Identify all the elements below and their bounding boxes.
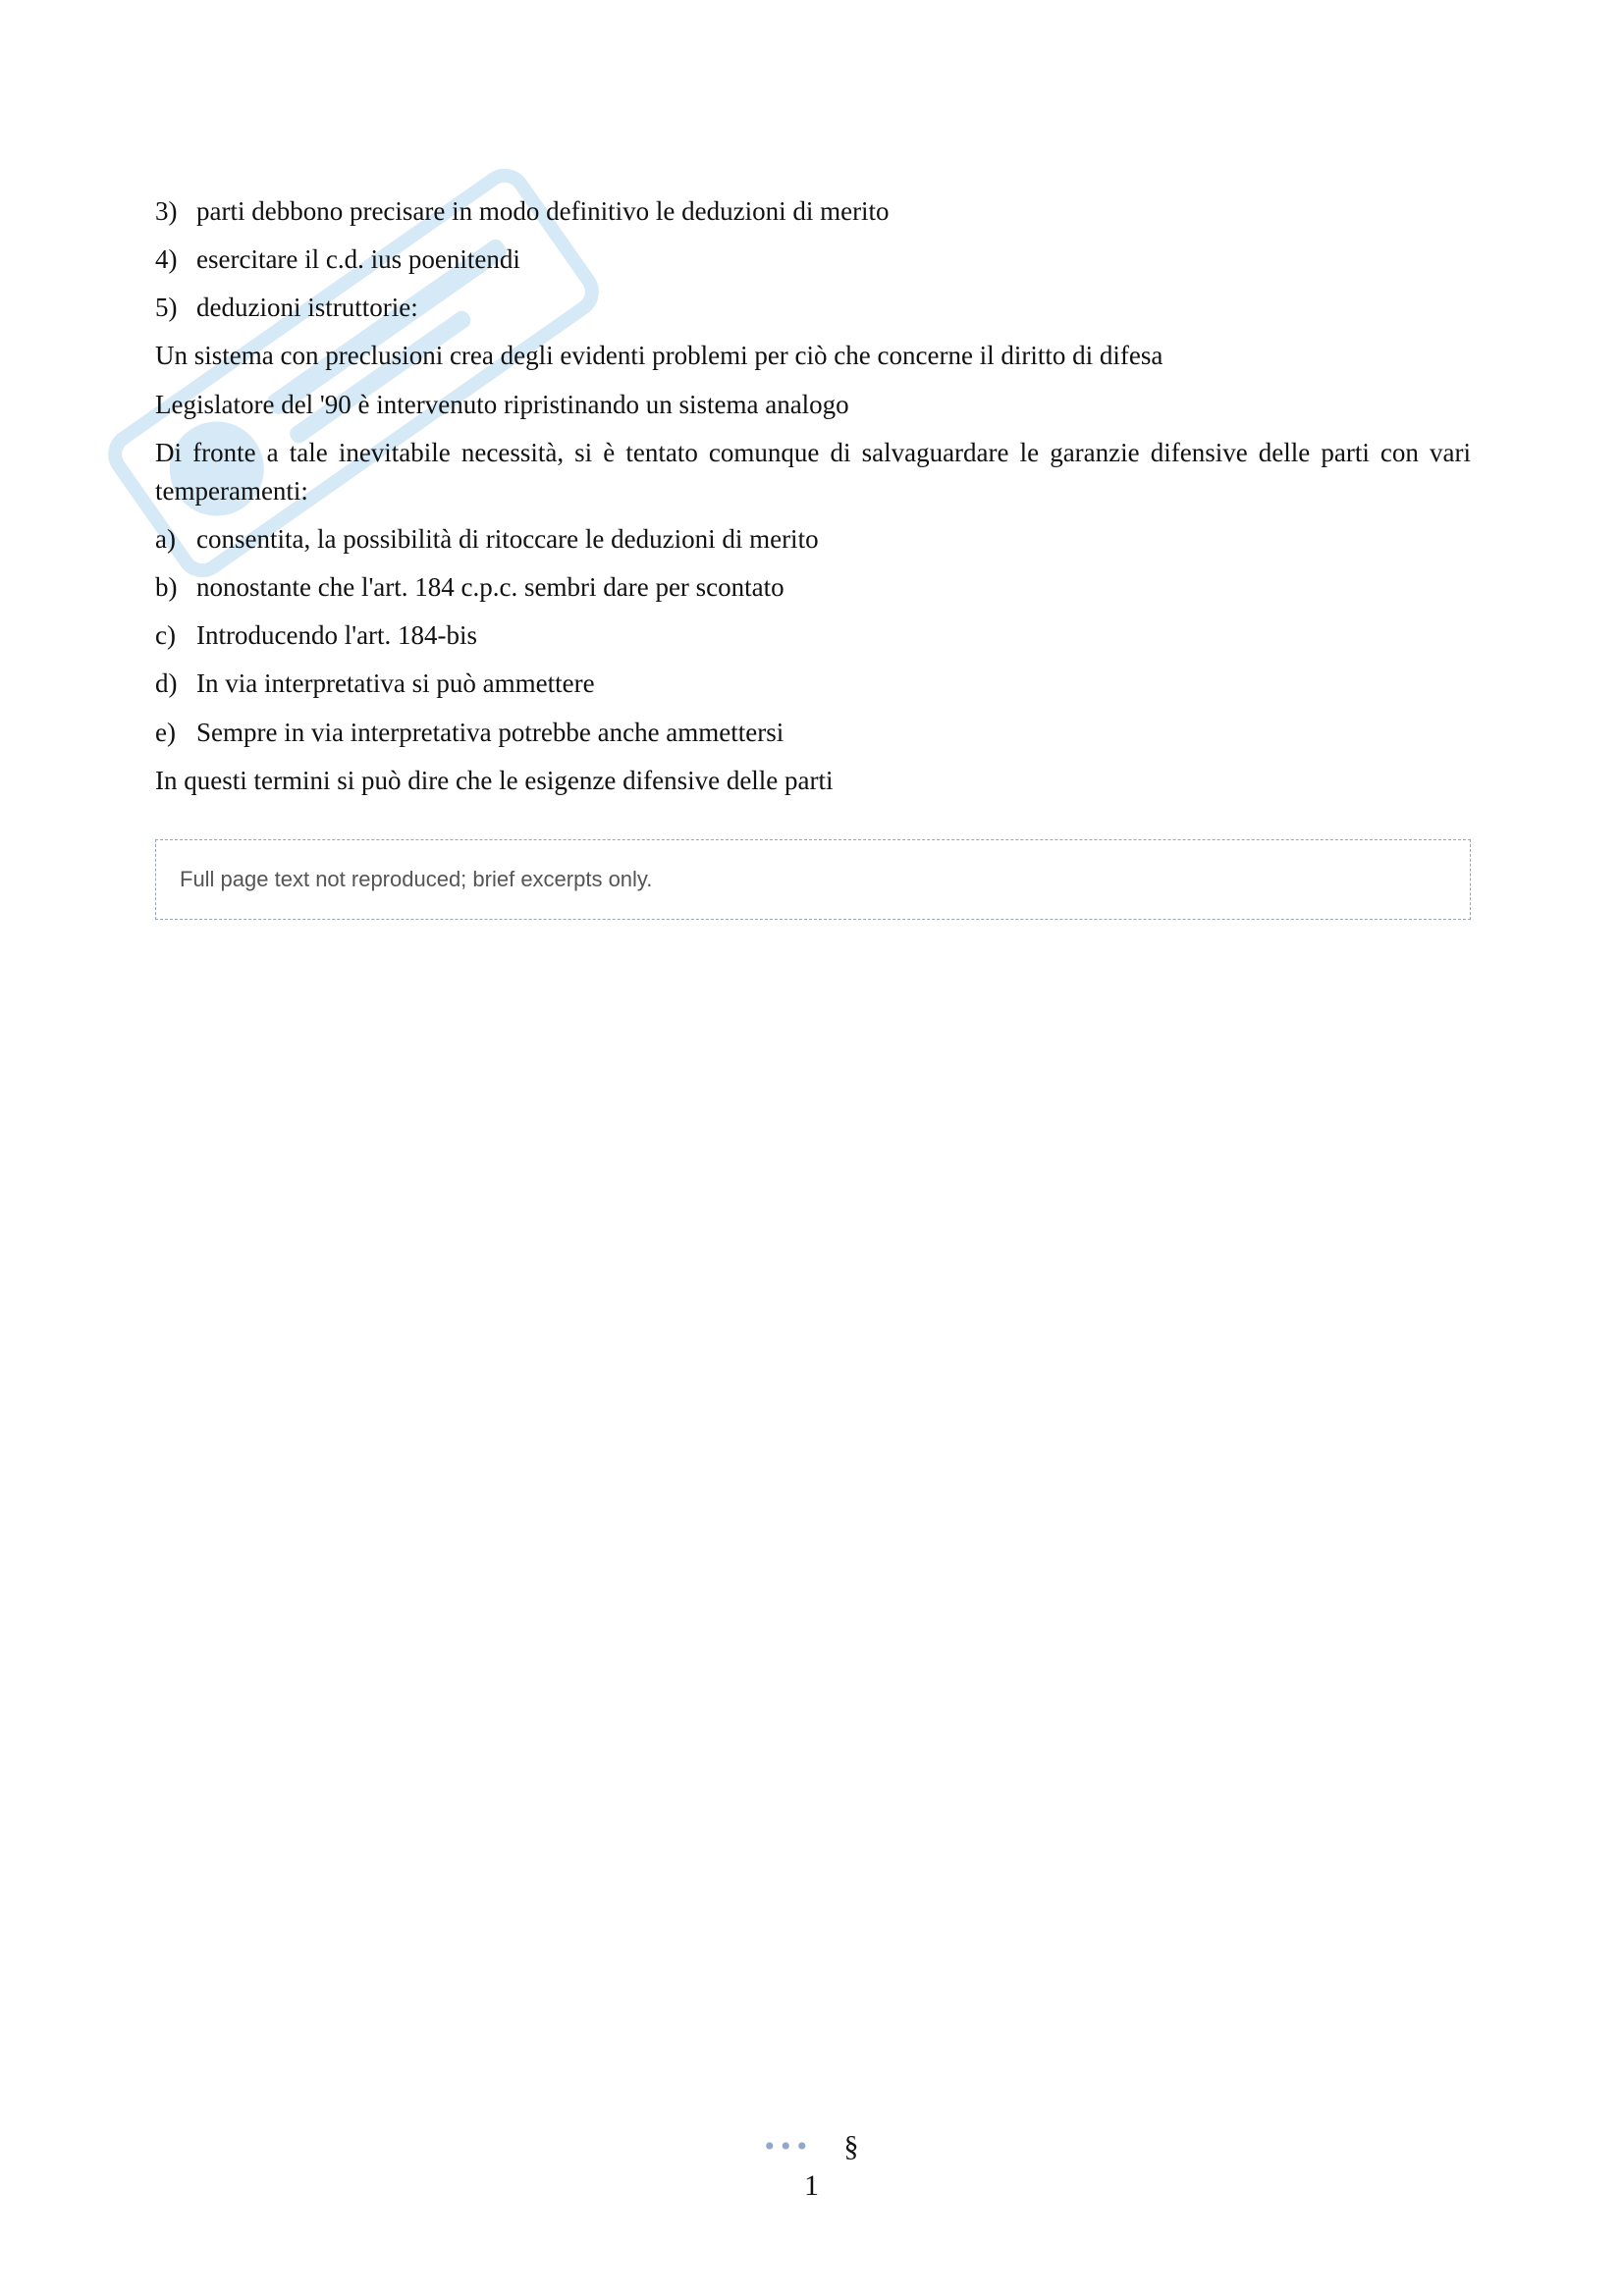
paragraph: Un sistema con preclusioni crea degli evidenti problemi per ciò che concerne il diritto di difesa (155, 341, 1163, 371)
list-marker: 5) (155, 293, 178, 323)
excerpt-note: Full page text not reproduced; brief excerpts only. (155, 839, 1471, 920)
list-item-text: nonostante che l'art. 184 c.p.c. sembri dare per scontato (196, 572, 784, 603)
list-item (155, 520, 1471, 559)
list-item-text: esercitare il c.d. ius poenitendi (196, 244, 520, 275)
list-item (155, 616, 1471, 655)
list-marker: 4) (155, 244, 178, 275)
page-number: 1 (804, 2169, 819, 2202)
list-item-text: parti debbono precisare in modo definitivo le deduzioni di merito (196, 196, 890, 226)
footer-dots: ••• (764, 2130, 813, 2163)
list-item (155, 714, 1471, 752)
list-marker: a) (155, 523, 176, 554)
list-marker: d) (155, 668, 178, 699)
list-marker: 3) (155, 196, 178, 226)
list-item-text: deduzioni istruttorie: (196, 293, 418, 323)
paragraph: Di fronte a tale inevitabile necessità, si è tentato comunque di salvaguardare le garanzie difensive delle parti con vari temperamenti: (155, 437, 1471, 506)
list-item (155, 192, 1471, 231)
list-item-text: Introducendo l'art. 184-bis (196, 620, 478, 651)
list-item (155, 568, 1471, 607)
list-item (155, 240, 1471, 279)
page-footer (0, 2130, 1623, 2203)
paragraph: Legislatore del '90 è intervenuto ripristinando un sistema analogo (155, 389, 849, 419)
section-mark: § (843, 2130, 859, 2163)
list-marker: b) (155, 572, 178, 603)
list-marker: e) (155, 717, 176, 747)
list-item-text: In via interpretativa si può ammettere (196, 668, 595, 699)
list-marker: c) (155, 620, 176, 651)
document-body (155, 192, 1471, 920)
list-item (155, 665, 1471, 703)
list-item (155, 289, 1471, 327)
list-item-text: Sempre in via interpretativa potrebbe anche ammettersi (196, 717, 784, 747)
list-item-text: consentita, la possibilità di ritoccare le deduzioni di merito (196, 523, 819, 554)
paragraph: In questi termini si può dire che le esigenze difensive delle parti (155, 765, 834, 795)
